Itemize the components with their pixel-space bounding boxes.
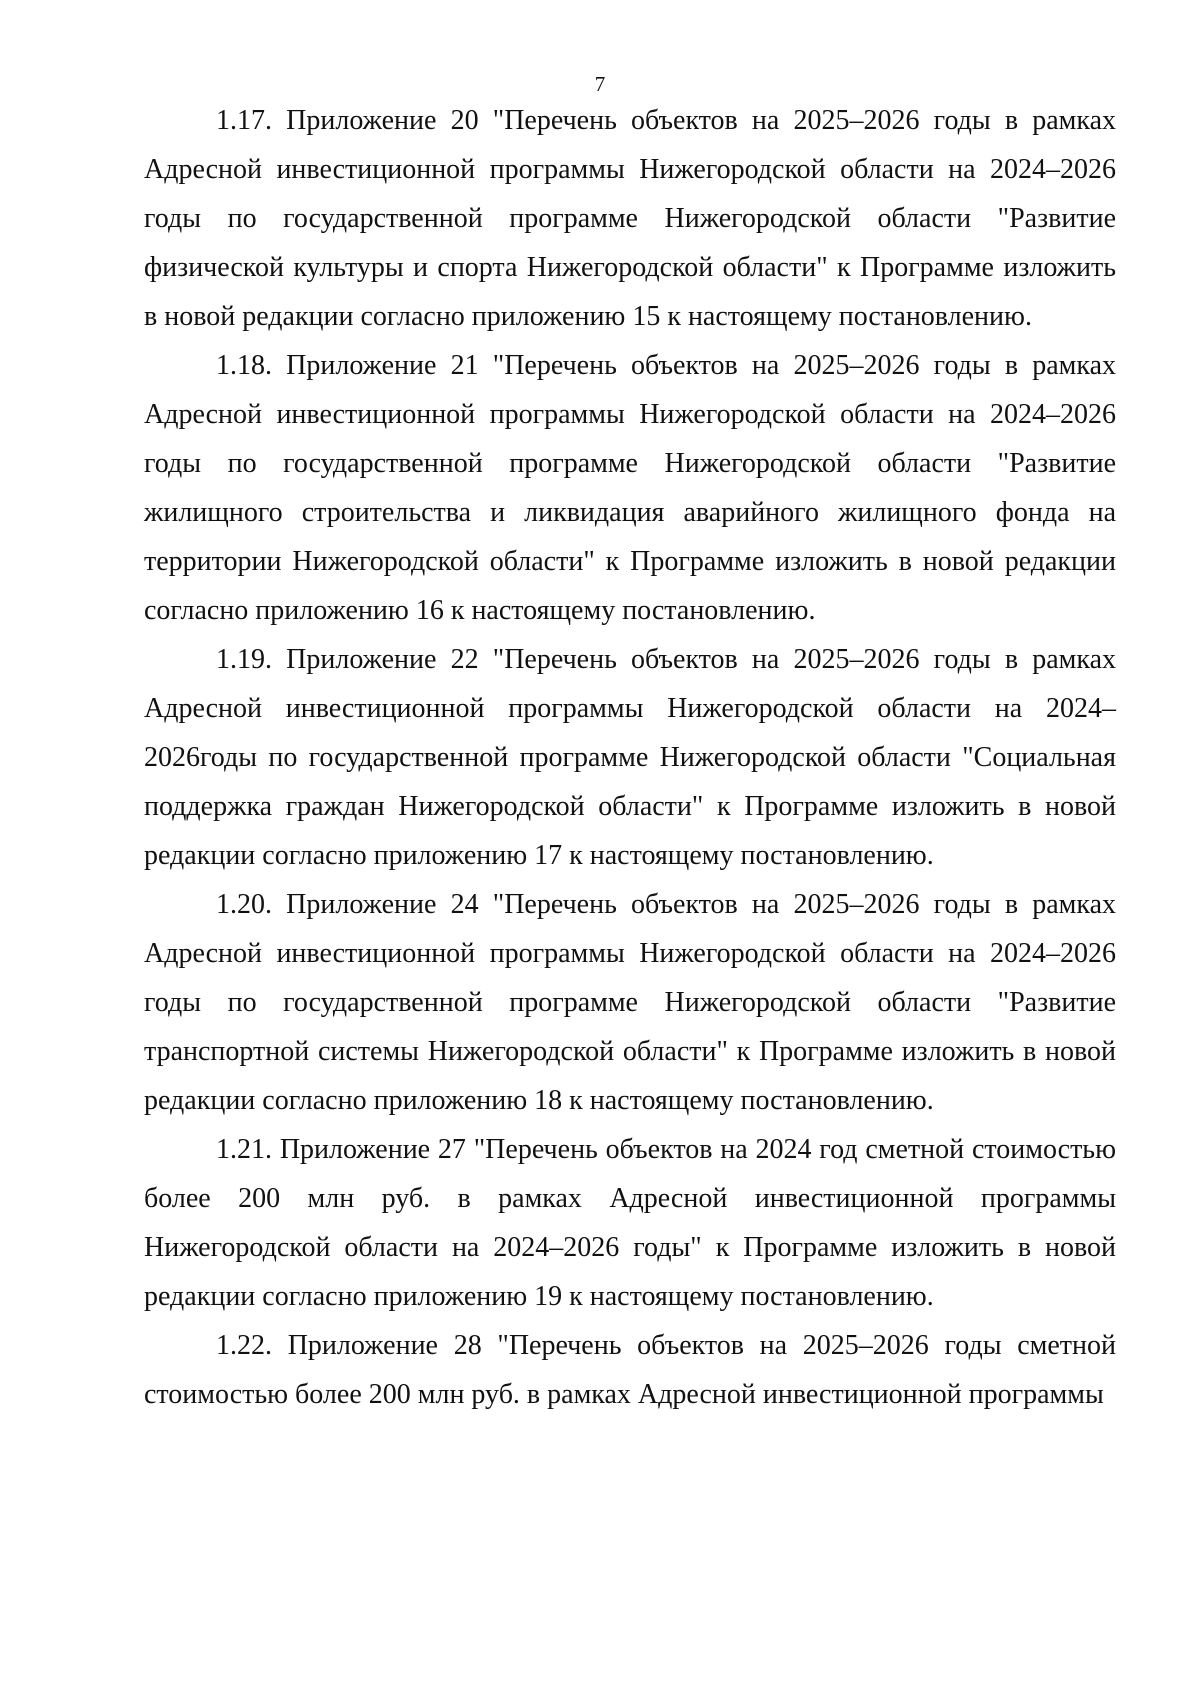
document-body	[144, 96, 1116, 1419]
paragraph-1-17: 1.17. Приложение 20 "Перечень объектов на 2025–2026 годы в рамках Адресной инвестиционной программы Нижегородской области на 2024–2026 годы по государственной программе Нижегородской области "Развитие физической культуры и спорта Нижегородской области" к Программе изложить в новой редакции согласно приложению 15 к настоящему постановлению.	[144, 105, 1116, 332]
paragraph-1-22: 1.22. Приложение 28 "Перечень объектов на 2025–2026 годы сметной стоимостью более 200 млн руб. в рамках Адресной инвестиционной программы	[144, 1330, 1116, 1410]
paragraph-1-20: 1.20. Приложение 24 "Перечень объектов на 2025–2026 годы в рамках Адресной инвестиционной программы Нижегородской области на 2024–2026 годы по государственной программе Нижегородской области "Развитие транспортной системы Нижегородской области" к Программе изложить в новой редакции согласно приложению 18 к настоящему постановлению.	[144, 889, 1116, 1116]
paragraph-1-18: 1.18. Приложение 21 "Перечень объектов на 2025–2026 годы в рамках Адресной инвестиционной программы Нижегородской области на 2024–2026 годы по государственной программе Нижегородской области "Развитие жилищного строительства и ликвидация аварийного жилищного фонда на территории Нижегородской области" к Программе изложить в новой редакции согласно приложению 16 к настоящему постановлению.	[144, 350, 1116, 626]
paragraph-1-21: 1.21. Приложение 27 "Перечень объектов на 2024 год сметной стоимостью более 200 млн руб. в рамках Адресной инвестиционной программы Нижегородской области на 2024–2026 годы" к Программе изложить в новой редакции согласно приложению 19 к настоящему постановлению.	[144, 1134, 1116, 1312]
paragraph-1-19: 1.19. Приложение 22 "Перечень объектов на 2025–2026 годы в рамках Адресной инвестиционной программы Нижегородской области на 2024–2026годы по государственной программе Нижегородской области "Социальная поддержка граждан Нижегородской области" к Программе изложить в новой редакции согласно приложению 17 к настоящему постановлению.	[144, 644, 1116, 871]
page-number: 7	[594, 72, 606, 96]
